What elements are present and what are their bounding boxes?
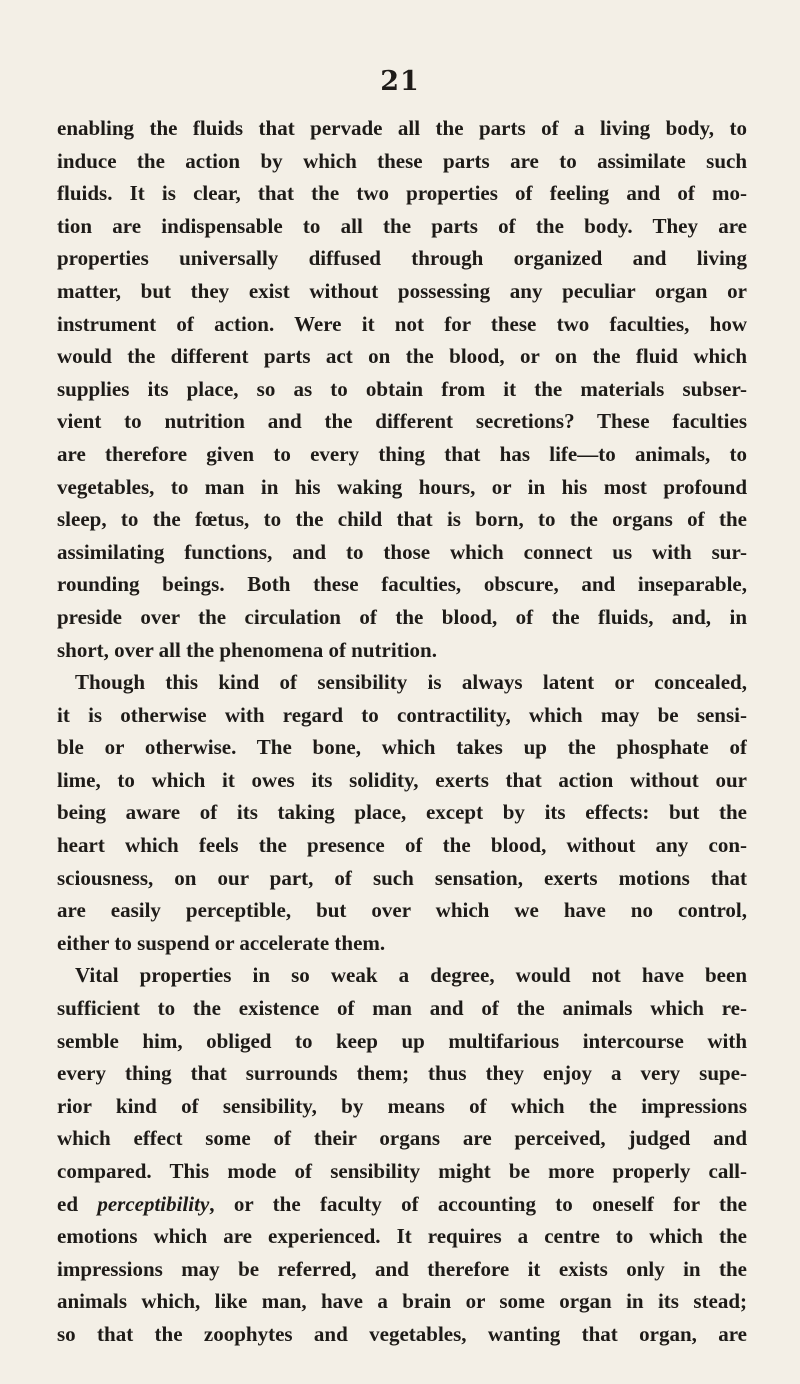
text-line: sciousness, on our part, of such sensation, exerts motions that: [57, 865, 747, 890]
text-line: sleep, to the fœtus, to the child that is born, to the organs of the: [57, 507, 747, 532]
text-line: which effect some of their organs are perceived, judged and: [57, 1126, 747, 1151]
text-line: rounding beings. Both these faculties, obscure, and inseparable,: [57, 572, 747, 597]
text-line: supplies its place, so as to obtain from it the materials subser-: [57, 376, 747, 401]
text-line: ble or otherwise. The bone, which takes up the phosphate of: [57, 735, 747, 760]
text-line: sufficient to the existence of man and of the animals which re-: [57, 996, 747, 1021]
text-line: so that the zoophytes and vegetables, wanting that organ, are: [57, 1321, 747, 1346]
text-line: vient to nutrition and the different secretions? These faculties: [57, 409, 747, 434]
text-line: either to suspend or accelerate them.: [57, 930, 386, 955]
text-line: induce the action by which these parts are to assimilate such: [57, 148, 747, 173]
text-line: short, over all the phenomena of nutrition.: [57, 637, 437, 662]
text-line: every thing that surrounds them; thus they enjoy a very supe-: [57, 1061, 747, 1086]
text-line: instrument of action. Were it not for these two faculties, how: [57, 311, 747, 336]
text-line: preside over the circulation of the blood, of the fluids, and, in: [57, 604, 747, 629]
text-line: emotions which are experienced. It requires a centre to which the: [57, 1224, 747, 1249]
text-line: heart which feels the presence of the blood, without any con-: [57, 833, 747, 858]
text-line: tion are indispensable to all the parts of the body. They are: [57, 213, 747, 238]
text-fragment: ed: [57, 1191, 98, 1216]
page-number: 21: [380, 66, 420, 97]
text-line: are easily perceptible, but over which we have no control,: [57, 898, 747, 923]
text-line: are therefore given to every thing that has life—to animals, to: [57, 441, 747, 466]
text-line: Vital properties in so weak a degree, would not have been: [75, 963, 747, 988]
text-line: Though this kind of sensibility is always latent or concealed,: [75, 670, 747, 695]
text-fragment: , or the faculty of accounting to oneself for the: [209, 1191, 747, 1216]
text-line: properties universally diffused through organized and living: [57, 246, 747, 271]
text-line: fluids. It is clear, that the two properties of feeling and of mo-: [57, 181, 747, 206]
text-line: rior kind of sensibility, by means of which the impressions: [57, 1093, 747, 1118]
text-line: enabling the fluids that pervade all the parts of a living body, to: [57, 116, 747, 140]
text-line: compared. This mode of sensibility might be more properly call-: [57, 1159, 747, 1183]
text-line: impressions may be referred, and therefore it exists only in the: [57, 1256, 747, 1281]
text-line: it is otherwise with regard to contractility, which may be sensi-: [57, 702, 747, 727]
text-line: would the different parts act on the blood, or on the fluid which: [57, 344, 747, 369]
text-line: vegetables, to man in his waking hours, or in his most profound: [57, 474, 747, 499]
text-line: being aware of its taking place, except by its effects: but the: [57, 800, 747, 825]
text-line: assimilating functions, and to those which connect us with sur-: [57, 539, 747, 564]
text-line: semble him, obliged to keep up multifarious intercourse with: [57, 1028, 747, 1053]
text-line: animals which, like man, have a brain or some organ in its stead;: [57, 1289, 747, 1314]
text-line: lime, to which it owes its solidity, exerts that action without our: [57, 767, 747, 792]
text-line: [57, 1188, 747, 1221]
body-text: [57, 112, 747, 1351]
italic-term: perceptibility: [97, 1191, 210, 1216]
text-line: matter, but they exist without possessing any peculiar organ or: [57, 278, 747, 303]
